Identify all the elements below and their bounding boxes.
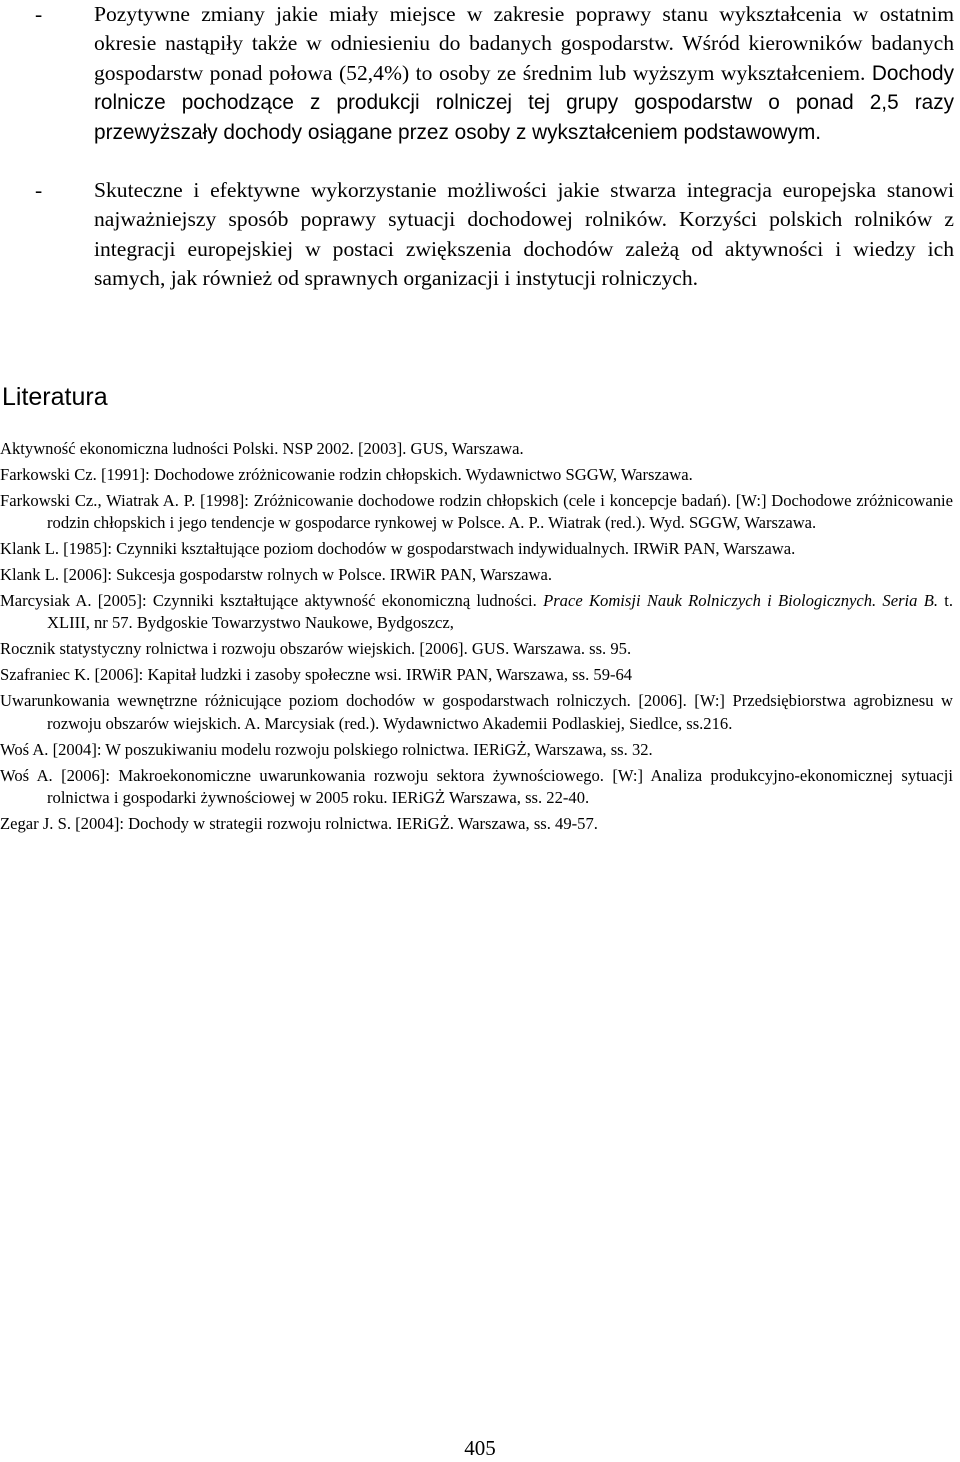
reference-item	[0, 813, 953, 835]
reference-list	[0, 438, 953, 839]
reference-text: Woś A. [2006]: Makroekonomiczne uwarunkowania rozwoju sektora żywnościowego. [W:] Analiza produkcyjno-ekonomicznej sytuacji rolnictwa i gospodarki żywnościowej w 2005 roku. IERiGŻ Warszawa, ss. 22-40.	[0, 765, 953, 807]
reference-item	[0, 765, 953, 809]
reference-item	[0, 590, 953, 634]
reference-text: Woś A. [2004]: W poszukiwaniu modelu rozwoju polskiego rolnictwa. IERiGŻ, Warszawa, ss. 32.	[0, 739, 653, 759]
section-heading-literature: Literatura	[2, 383, 108, 411]
reference-item	[0, 739, 953, 761]
reference-text: Marcysiak A. [2005]: Czynniki kształtujące aktywność ekonomiczną ludności.	[0, 591, 544, 611]
conclusion-item	[0, 0, 960, 147]
conclusion-text-part: Dochody rolnicze pochodzące z produkcji rolniczej tej grupy gospodarstw o ponad 2,5 razy przewyższały dochody osiągane przez osoby z wykształceniem podstawowym.	[94, 61, 954, 144]
bullet-dash: -	[35, 178, 43, 202]
reference-item	[0, 664, 953, 686]
conclusion-item	[0, 176, 960, 294]
reference-text: Aktywność ekonomiczna ludności Polski. NSP 2002. [2003]. GUS, Warszawa.	[0, 439, 524, 458]
reference-text: Uwarunkowania wewnętrzne różnicujące poziom dochodów w gospodarstwach rolniczych. [2006]. [W:] Przedsiębiorstwa agrobiznesu w rozwoju obszarów wiejskich. A. Marcysiak (red.). Wydawnictwo Akademii Podlaskiej, Siedlce, ss.216.	[0, 691, 953, 733]
reference-text: Rocznik statystyczny rolnictwa i rozwoju obszarów wiejskich. [2006]. GUS. Warszawa. ss. 95.	[0, 639, 632, 659]
reference-text: Farkowski Cz., Wiatrak A. P. [1998]: Zróżnicowanie dochodowe rodzin chłopskich (cele i koncepcje badań). [W:] Dochodowe zróżnicowanie rodzin chłopskich i jego tendencje w gospodarce rynkowej w Polsce. A. P.. Wiatrak (red.). Wyd. SGGW, Warszawa.	[0, 491, 953, 533]
reference-item	[0, 564, 953, 586]
reference-text: t. XLIII, nr 57. Bydgoskie Towarzystwo Naukowe, Bydgoszcz,	[47, 591, 953, 633]
reference-text: Zegar J. S. [2004]: Dochody w strategii rozwoju rolnictwa. IERiGŻ. Warszawa, ss. 49-57.	[0, 813, 598, 833]
reference-text: Klank L. [1985]: Czynniki kształtujące poziom dochodów w gospodarstwach indywidualnych. IRWiR PAN, Warszawa.	[0, 539, 796, 559]
reference-item	[0, 538, 953, 560]
reference-item	[0, 490, 953, 534]
page-number: 405	[464, 1436, 496, 1460]
reference-item	[0, 638, 953, 660]
reference-text: Farkowski Cz. [1991]: Dochodowe zróżnicowanie rodzin chłopskich. Wydawnictwo SGGW, Warszawa.	[0, 465, 693, 484]
reference-text: Szafraniec K. [2006]: Kapitał ludzki i zasoby społeczne wsi. IRWiR PAN, Warszawa, ss. 59-64	[0, 665, 633, 685]
reference-journal-title: Prace Komisji Nauk Rolniczych i Biologicznych. Seria B.	[543, 591, 938, 611]
reference-item	[0, 464, 953, 486]
reference-item	[0, 690, 953, 734]
reference-item	[0, 438, 953, 460]
bullet-dash: -	[35, 2, 43, 26]
conclusion-text-part: Pozytywne zmiany jakie miały miejsce w zakresie poprawy stanu wykształcenia w ostatnim okresie nastąpiły także w odniesieniu do badanych gospodarstw. Wśród kierowników badanych gospodarstw ponad połowa (52,4%) to osoby ze średnim lub wyższym wykształceniem.	[94, 2, 954, 85]
reference-text: Klank L. [2006]: Sukcesja gospodarstw rolnych w Polsce. IRWiR PAN, Warszawa.	[0, 565, 552, 585]
conclusion-text: Skuteczne i efektywne wykorzystanie możliwości jakie stwarza integracja europejska stanowi najważniejszy sposób poprawy sytuacji dochodowej rolników. Korzyści polskich rolników z integracji europejskiej w postaci zwiększenia dochodów zależą od aktywności i wiedzy ich samych, jak również od sprawnych organizacji i instytucji rolniczych.	[94, 178, 954, 291]
